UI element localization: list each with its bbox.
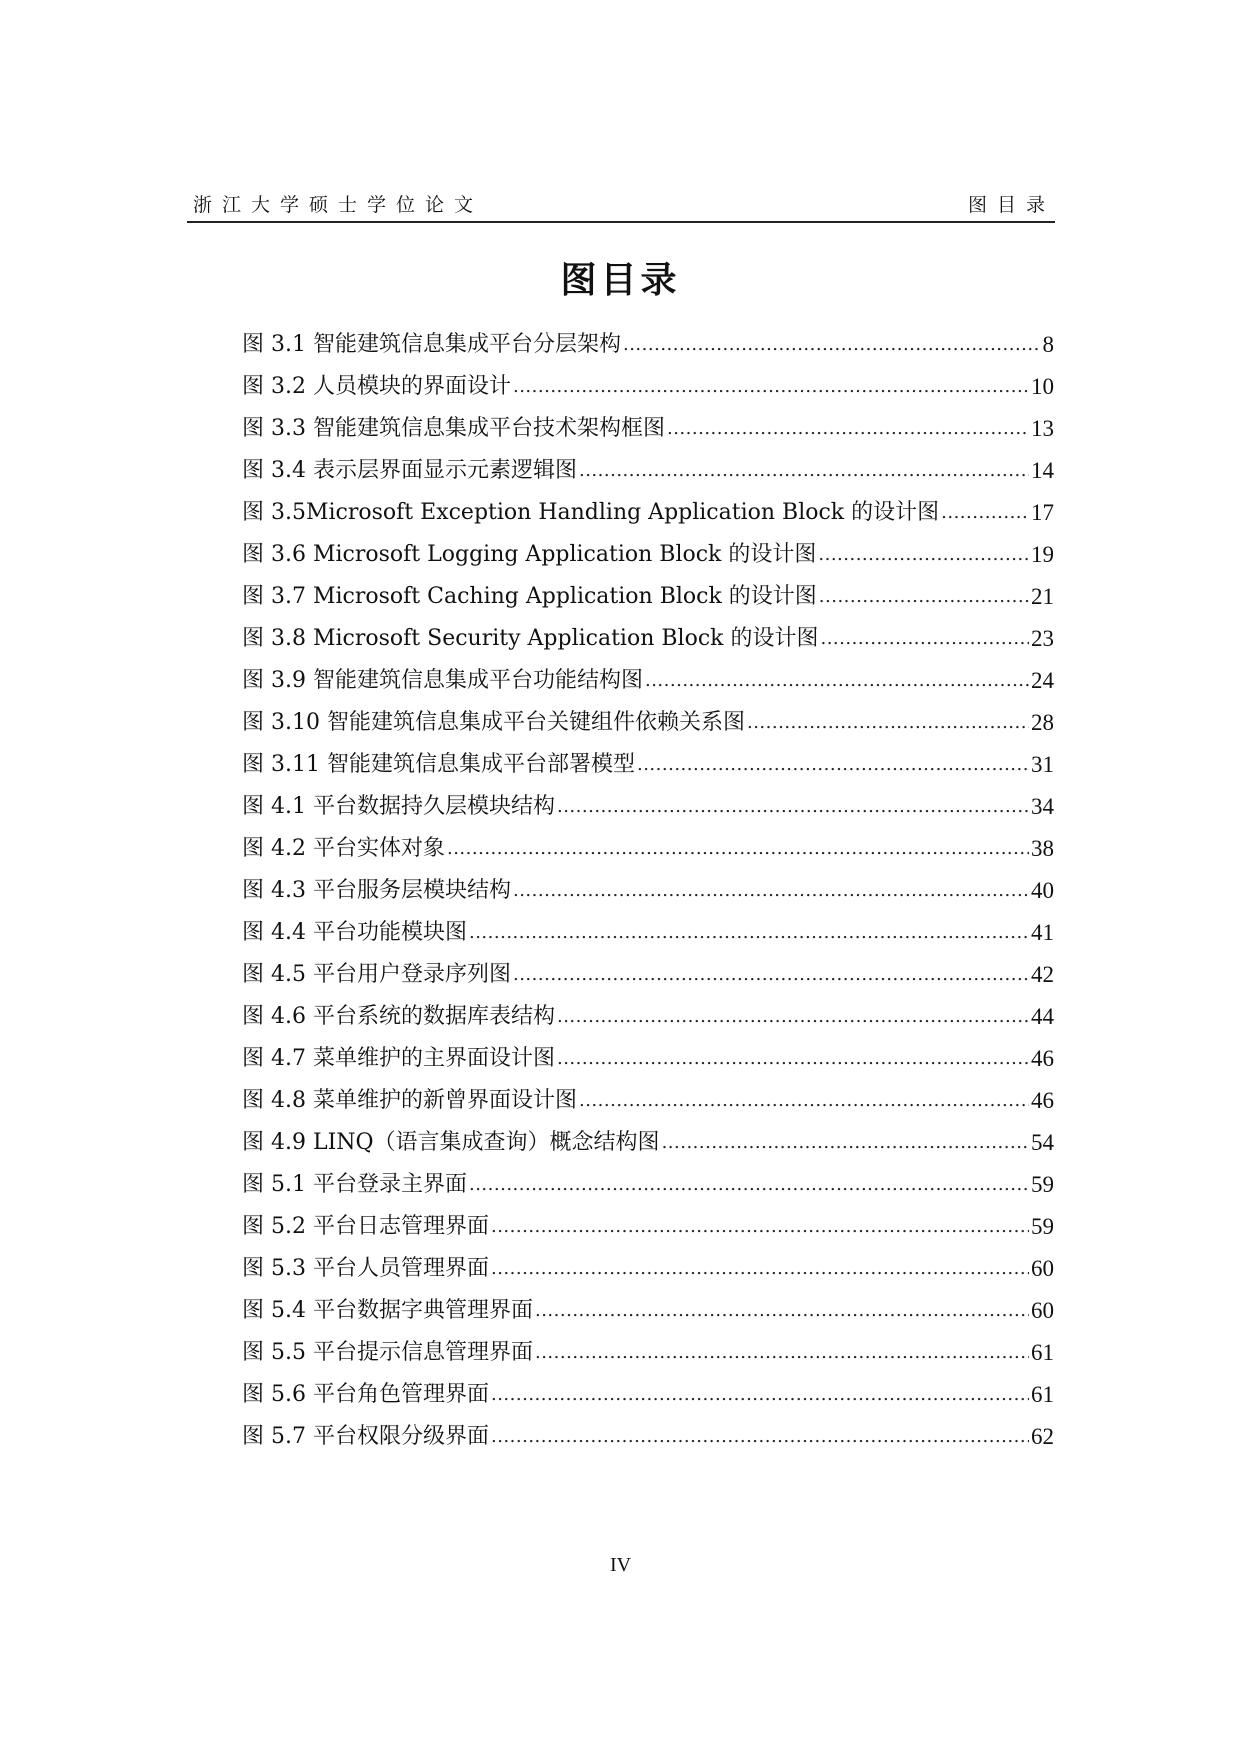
toc-entry-page: 38 [1031, 836, 1054, 861]
toc-entry-label: 图 4.7 菜单维护的主界面设计图 [242, 1046, 555, 1071]
toc-entry[interactable] [242, 570, 1054, 612]
toc-entry-page: 21 [1031, 584, 1054, 609]
toc-entry-page: 10 [1031, 374, 1054, 399]
toc-entry-page: 60 [1031, 1256, 1054, 1281]
toc-entry-page: 28 [1031, 710, 1054, 735]
toc-entry-page: 46 [1031, 1046, 1054, 1071]
toc-entry-page: 19 [1031, 542, 1054, 567]
toc-entry[interactable] [242, 1242, 1054, 1284]
toc-dot-leader [662, 1128, 1029, 1158]
toc-dot-leader [491, 1212, 1029, 1242]
toc-entry-page: 44 [1031, 1004, 1054, 1029]
toc-entry-label: 图 3.2 人员模块的界面设计 [242, 374, 511, 399]
toc-entry[interactable] [242, 864, 1054, 906]
toc-entry-page: 61 [1031, 1340, 1054, 1365]
toc-entry[interactable] [242, 948, 1054, 990]
toc-dot-leader [623, 330, 1041, 360]
toc-dot-leader [557, 1044, 1029, 1074]
toc-entry-page: 34 [1031, 794, 1054, 819]
toc-entry[interactable] [242, 1368, 1054, 1410]
toc-entry[interactable] [242, 780, 1054, 822]
toc-dot-leader [557, 792, 1029, 822]
toc-entry[interactable] [242, 1200, 1054, 1242]
toc-dot-leader [491, 1254, 1029, 1284]
toc-entry[interactable] [242, 1074, 1054, 1116]
toc-entry[interactable] [242, 654, 1054, 696]
toc-entry-page: 59 [1031, 1172, 1054, 1197]
toc-entry-label: 图 4.4 平台功能模块图 [242, 920, 467, 945]
page-number: IV [609, 1554, 632, 1576]
toc-entry-page: 14 [1031, 458, 1054, 483]
toc-entry[interactable] [242, 1032, 1054, 1074]
toc-entry[interactable] [242, 1158, 1054, 1200]
toc-entry-label: 图 3.6 Microsoft Logging Application Block 的设计图 [242, 542, 817, 567]
toc-entry[interactable] [242, 906, 1054, 948]
toc-entry-label: 图 5.7 平台权限分级界面 [242, 1424, 489, 1449]
toc-entry-label: 图 5.6 平台角色管理界面 [242, 1382, 489, 1407]
toc-entry-label: 图 5.5 平台提示信息管理界面 [242, 1340, 533, 1365]
toc-entry-page: 40 [1031, 878, 1054, 903]
toc-entry[interactable] [242, 360, 1054, 402]
toc-entry-page: 59 [1031, 1214, 1054, 1239]
running-header [187, 190, 1055, 220]
page-title: 图目录 [560, 260, 681, 301]
toc-dot-leader [818, 540, 1029, 570]
toc-dot-leader [447, 834, 1029, 864]
toc-entry-page: 31 [1031, 752, 1054, 777]
toc-entry[interactable] [242, 528, 1054, 570]
toc-entry-page: 41 [1031, 920, 1054, 945]
toc-dot-leader [637, 750, 1029, 780]
toc-dot-leader [645, 666, 1029, 696]
toc-entry-label: 图 3.3 智能建筑信息集成平台技术架构框图 [242, 416, 665, 441]
toc-entry-label: 图 3.10 智能建筑信息集成平台关键组件依赖关系图 [242, 710, 745, 735]
toc-dot-leader [819, 582, 1029, 612]
toc-entry-label: 图 4.5 平台用户登录序列图 [242, 962, 511, 987]
toc-entry-label: 图 4.2 平台实体对象 [242, 836, 445, 861]
toc-dot-leader [747, 708, 1029, 738]
toc-dot-leader [513, 960, 1029, 990]
toc-entry[interactable] [242, 318, 1054, 360]
toc-entry-label: 图 3.8 Microsoft Security Application Block 的设计图 [242, 626, 819, 651]
header-rule [187, 221, 1055, 223]
toc-entry-page: 62 [1031, 1424, 1054, 1449]
toc-entry-page: 17 [1031, 500, 1054, 525]
toc-entry-page: 24 [1031, 668, 1054, 693]
toc-entry[interactable] [242, 696, 1054, 738]
toc-dot-leader [491, 1380, 1029, 1410]
toc-entry[interactable] [242, 1284, 1054, 1326]
toc-dot-leader [513, 372, 1029, 402]
toc-entry-page: 13 [1031, 416, 1054, 441]
toc-dot-leader [535, 1338, 1029, 1368]
toc-dot-leader [469, 1170, 1029, 1200]
toc-entry-label: 图 3.7 Microsoft Caching Application Block 的设计图 [242, 584, 817, 609]
toc-dot-leader [579, 1086, 1029, 1116]
toc-entry-label: 图 4.3 平台服务层模块结构 [242, 878, 511, 903]
toc-dot-leader [667, 414, 1029, 444]
toc-entry-page: 54 [1031, 1130, 1054, 1155]
toc-entry-label: 图 4.9 LINQ（语言集成查询）概念结构图 [242, 1130, 660, 1155]
toc-entry-page: 60 [1031, 1298, 1054, 1323]
toc-entry[interactable] [242, 612, 1054, 654]
header-section-name: 图目录 [967, 194, 1055, 216]
toc-entry[interactable] [242, 1116, 1054, 1158]
toc-dot-leader [820, 624, 1029, 654]
list-of-figures [242, 318, 1054, 1452]
toc-entry[interactable] [242, 822, 1054, 864]
toc-entry[interactable] [242, 486, 1054, 528]
toc-entry-label: 图 4.1 平台数据持久层模块结构 [242, 794, 555, 819]
toc-entry-label: 图 3.1 智能建筑信息集成平台分层架构 [242, 332, 621, 357]
toc-entry-page: 8 [1042, 332, 1054, 357]
toc-entry[interactable] [242, 402, 1054, 444]
toc-entry-page: 46 [1031, 1088, 1054, 1113]
toc-entry-label: 图 3.9 智能建筑信息集成平台功能结构图 [242, 668, 643, 693]
toc-entry-label: 图 4.6 平台系统的数据库表结构 [242, 1004, 555, 1029]
toc-entry[interactable] [242, 444, 1054, 486]
toc-dot-leader [557, 1002, 1029, 1032]
toc-dot-leader [535, 1296, 1029, 1326]
toc-dot-leader [491, 1422, 1029, 1452]
toc-entry-page: 61 [1031, 1382, 1054, 1407]
header-thesis-title: 浙江大学硕士学位论文 [193, 194, 484, 216]
toc-dot-leader [579, 456, 1029, 486]
toc-entry-page: 23 [1031, 626, 1054, 651]
toc-entry-label: 图 3.4 表示层界面显示元素逻辑图 [242, 458, 577, 483]
toc-entry-label: 图 3.11 智能建筑信息集成平台部署模型 [242, 752, 635, 777]
toc-dot-leader [941, 498, 1029, 528]
toc-dot-leader [469, 918, 1029, 948]
toc-entry-label: 图 5.3 平台人员管理界面 [242, 1256, 489, 1281]
toc-entry[interactable] [242, 738, 1054, 780]
toc-entry[interactable] [242, 990, 1054, 1032]
toc-entry-page: 42 [1031, 962, 1054, 987]
toc-entry-label: 图 5.4 平台数据字典管理界面 [242, 1298, 533, 1323]
toc-entry-label: 图 5.1 平台登录主界面 [242, 1172, 467, 1197]
toc-entry-label: 图 5.2 平台日志管理界面 [242, 1214, 489, 1239]
toc-entry-label: 图 4.8 菜单维护的新曾界面设计图 [242, 1088, 577, 1113]
toc-entry[interactable] [242, 1410, 1054, 1452]
toc-entry-label: 图 3.5Microsoft Exception Handling Application Block 的设计图 [242, 500, 940, 525]
toc-entry[interactable] [242, 1326, 1054, 1368]
toc-dot-leader [513, 876, 1029, 906]
